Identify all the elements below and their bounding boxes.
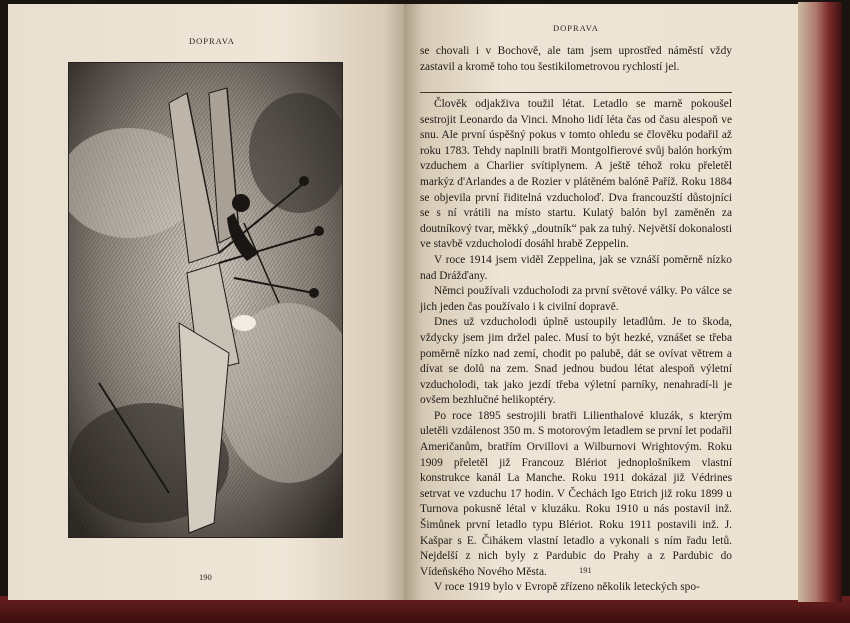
book-cover-edge bbox=[0, 596, 850, 623]
paragraph: Němci používali vzducholodi za první světové války. Po válce se jich jeden čas používalo i k civilní dopravě. bbox=[420, 285, 732, 313]
flying-machine-engraving-icon bbox=[69, 63, 342, 537]
page-block-edge bbox=[798, 2, 842, 602]
paragraph: Po roce 1895 sestrojili bratři Lilienthalové kluzák, s kterým uletěli vzdálenost 350 m. S motorovým letadlem se první let podařil Američanům, bratřím Orvillovi a Wilburnovi Wrightovým. Roku 1909 přeletěl již Francouz Blériot jednoplošníkem vlastní konstrukce kanál La Manche. Roku 1911 dokázal již Védrines setrvat ve vzduchu 17 hodin. V Čechách Igo Etrich již roku 1899 u Turnova pokusně létal v kluzáku. Roku 1910 u nás postavil inž. Šimůnek první letadlo typu Blériot. Roku 1911 postavili inž. J. Kašpar s E. Čihákem vlastní letadlo a vykonali s ním řadu letů. Nejdelší z nich byly z Pardubic do Prahy a z Pardubic do Vídeňského Nového Města. bbox=[420, 409, 732, 578]
right-page-number: 191 bbox=[579, 565, 592, 575]
illustration bbox=[68, 62, 343, 538]
paragraph: V roce 1919 bylo v Evropě zřízeno několik leteckých spo- bbox=[434, 581, 700, 594]
body-text bbox=[420, 97, 732, 596]
right-running-header: DOPRAVA bbox=[553, 23, 599, 33]
left-page-number: 190 bbox=[199, 572, 212, 582]
section-divider bbox=[420, 92, 732, 93]
top-paragraph: se chovali i v Bochově, ale tam jsem uprostřed náměstí vždy zastavil a kromě toho tou šestikilometrovou rychlostí jel. bbox=[420, 45, 732, 73]
paragraph: V roce 1914 jsem viděl Zeppelina, jak se vznáší poměrně nízko nad Drážďany. bbox=[420, 253, 732, 282]
paragraph: Člověk odjakživa toužil létat. Letadlo se marně pokoušel sestrojit Leonardo da Vinci. Mnoho lidí léta čas od času alespoň ve snu. Ale první úspěšný pokus v tomto ohledu se člověku podařil až roku 1783. Tehdy naplnili bratři Montgolfierové svůj balón horkým vzduchem a Charlier svítiplynem. A ještě téhož roku přeletěl markýz d'Arlandes a de Rozier v plátěném balónê Paříž. Roku 1884 se objevila první řiditelná vzducholoď. Dva francouzští důstojníci se s ní vrátili na místo startu. Kulatý balón byl zaměněn za doutníkový tvar, měkký „doutník“ pak za tuhý. Největší dokonalosti ve stavbě vzducholodí dosáhl hrabě Zeppelin. bbox=[420, 98, 732, 251]
left-running-header: DOPRAVA bbox=[189, 36, 235, 46]
paragraph: Dnes už vzducholodi úplně ustoupily letadlům. Je to škoda, vždycky jsem jim držel palec. Musí to být hezké, vznášet se třeba poměrně nízko nad zemí, chodit po palubě, dát se ovívat větrem a dívat se dolů na zem. Snad jednou budou létat alespoň výletní vzducholodi, tak jako jezdí třeba výletní parníky, nenahradí-li je ovšem bezhlučné helikoptéry. bbox=[420, 316, 732, 407]
